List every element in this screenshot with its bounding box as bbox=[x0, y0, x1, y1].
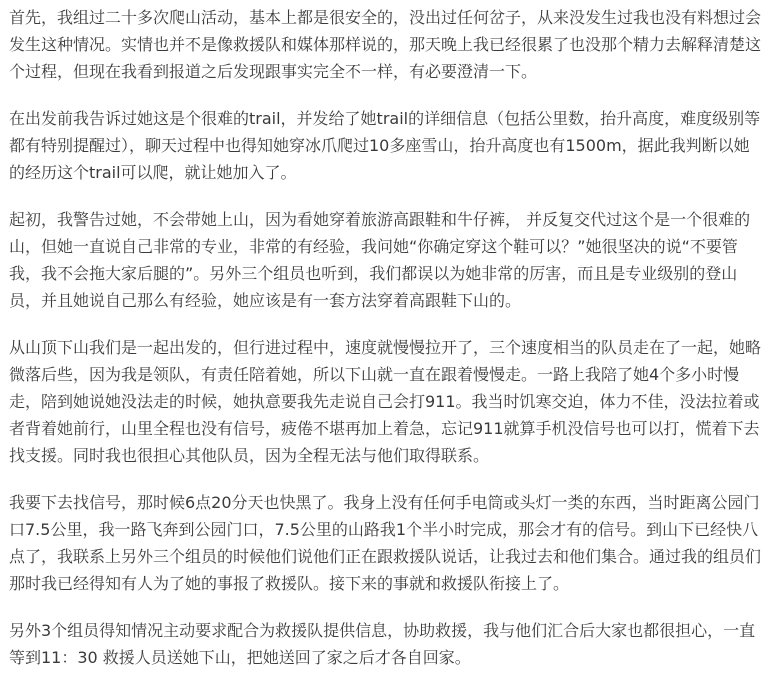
paragraph-warning: 起初，我警告过她，不会带她上山，因为看她穿着旅游高跟鞋和牛仔裤， 并反复交代过这个是一个很难的山，但她一直说自己非常的专业，非常的有经验，我问她“你确定穿这个鞋可以？”她很坚决的说“不要管我，我不会拖大家后腿的”。另外三个组员也听到，我们都误以为她非常的厉害，而且是专业级别的登山员，并且她说自己那么有经验，她应该是有一套方法穿着高跟鞋下山的。 bbox=[9, 210, 751, 310]
paragraph-signal-search: 我要下去找信号，那时候6点20分天也快黑了。我身上没有任何手电筒或头灯一类的东西，当时距离公园门口7.5公里，我一路飞奔到公园门口，7.5公里的山路我1个半小时完成，那会才有的信号。到山下已经快八点了，我联系上另外三个组员的时候他们说他们正在跟救援队说话，让我过去和他们集合。通过我的组员们那时我已经得知有人为了她的事报了救援队。接下来的事就和救援队衔接上了。 bbox=[9, 493, 762, 593]
paragraph-descent: 从山顶下山我们是一起出发的，但行进过程中，速度就慢慢拉开了，三个速度相当的队员走在了一起，她略微落后些，因为我是领队，有责任陪着她，所以下山就一直在跟着慢慢走。一路上我陪了她4个多小时慢走，陪到她说她没法走的时候，她执意要我先走说自己会打911。我当时饥寒交迫，体力不佳，没法拉着或者背着她前行，山里全程也没有信号，疲倦不堪再加上着急，忘记911就算手机没信号也可以打，慌着下去找支援。同时我也很担心其他队员，因为全程无法与他们取得联系。 bbox=[9, 338, 762, 465]
paragraph-intro: 首先，我组过二十多次爬山活动，基本上都是很安全的，没出过任何岔子，从来没发生过我也没有料想过会发生这种情况。实情也并不是像救援队和媒体那样说的，那天晚上我已经很累了也没那个精力去解释清楚这个过程，但现在我看到报道之后发现跟事实完全不一样，有必要澄清一下。 bbox=[9, 8, 762, 81]
paragraph-rescue: 另外3个组员得知情况主动要求配合为救援队提供信息，协助救援，我与他们汇合后大家也都很担心，一直等到11：30 救援人员送她下山，把她送回了家之后才各自回家。 bbox=[9, 621, 756, 667]
paragraph-trail-info: 在出发前我告诉过她这是个很难的trail，并发给了她trail的详细信息（包括公里数，抬升高度，难度级别等都有特别提醒过），聊天过程中也得知她穿冰爪爬过10多座雪山，抬升高度也有1500m，据此我判断以她的经历这个trail可以爬，就让她加入了。 bbox=[9, 109, 761, 182]
